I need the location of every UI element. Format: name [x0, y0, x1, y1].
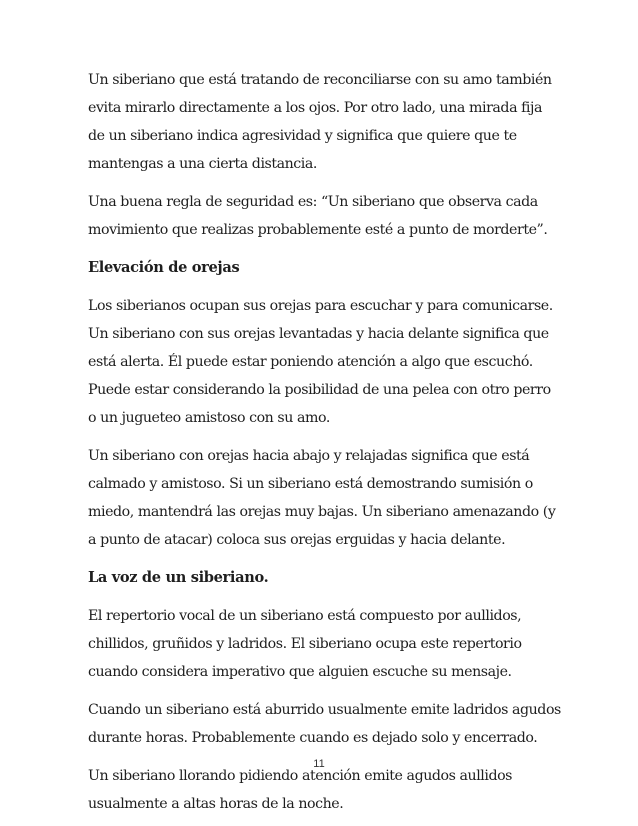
paragraph: Un siberiano que está tratando de reconciliarse con su amo también evita mirarlo directamente a los ojos. Por otro lado, una mirada fija de un siberiano indica agresividad y significa que quiere que te mantengas a una cierta distancia.	[88, 72, 552, 172]
page-number: 11	[313, 758, 325, 770]
paragraph: Un siberiano llorando pidiendo atención emite agudos aullidos usualmente a altas horas de la noche.	[88, 768, 513, 812]
page-body	[88, 66, 562, 818]
paragraph: Una buena regla de seguridad es: “Un siberiano que observa cada movimiento que realizas probablemente esté a punto de morderte”.	[88, 194, 548, 238]
paragraph: Los siberianos ocupan sus orejas para escuchar y para comunicarse. Un siberiano con sus orejas levantadas y hacia delante significa que está alerta. Él puede estar poniendo atención a algo que escuchó. Puede estar considerando la posibilidad de una pelea con otro perro o un jugueteo amistoso con su amo.	[88, 298, 553, 426]
section-heading: Elevación de orejas	[88, 259, 240, 276]
paragraph: El repertorio vocal de un siberiano está compuesto por aullidos, chillidos, gruñidos y ladridos. El siberiano ocupa este repertorio cuando considera imperativo que alguien escuche su mensaje.	[88, 608, 522, 680]
paragraph: Un siberiano con orejas hacia abajo y relajadas significa que está calmado y amistoso. Si un siberiano está demostrando sumisión o miedo, mantendrá las orejas muy bajas. Un siberiano amenazando (y a punto de atacar) coloca sus orejas erguidas y hacia delante.	[88, 448, 556, 548]
paragraph: Cuando un siberiano está aburrido usualmente emite ladridos agudos durante horas. Probablemente cuando es dejado solo y encerrado.	[88, 702, 561, 746]
section-heading: La voz de un siberiano.	[88, 569, 269, 586]
